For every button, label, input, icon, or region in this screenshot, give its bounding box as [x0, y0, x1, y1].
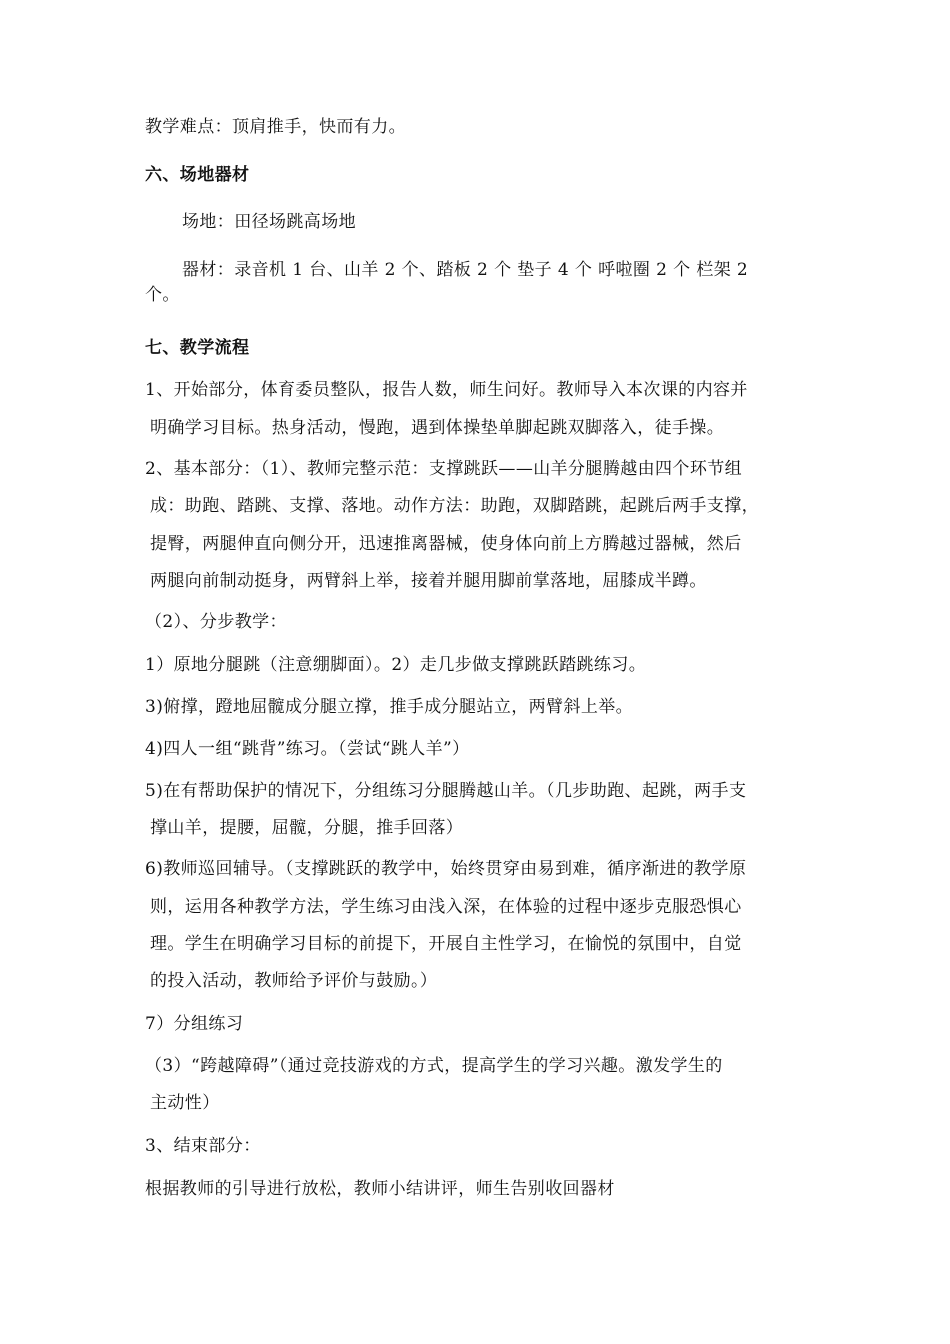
process-step-line: （3）“跨越障碍”（通过竞技游戏的方式，提高学生的学习兴趣。激发学生的	[145, 1056, 723, 1076]
process-paragraph-line: 1、开始部分，体育委员整队，报告人数，师生问好。教师导入本次课的内容并	[145, 380, 748, 400]
process-step-line: 5)在有帮助保护的情况下，分组练习分腿腾越山羊。（几步助跑、起跳，两手支	[145, 781, 747, 801]
process-step-line: 7）分组练习	[145, 1014, 244, 1034]
process-step-line: 1）原地分腿跳（注意绷脚面）。2）走几步做支撑跳跃踏跳练习。	[145, 655, 647, 675]
process-step-line: 撑山羊，提腰，屈髋，分腿，推手回落）	[150, 818, 464, 838]
process-paragraph-line: 成：助跑、踏跳、支撑、落地。动作方法：助跑，双脚踏跳，起跳后两手支撑，	[150, 496, 759, 516]
process-step-line: 3)俯撑，蹬地屈髋成分腿立撑，推手成分腿站立，两臂斜上举。	[145, 697, 634, 717]
process-paragraph-line: 2、基本部分：（1）、教师完整示范：支撑跳跃——山羊分腿腾越由四个环节组	[145, 459, 743, 479]
process-subheading: （2）、分步教学：	[145, 612, 287, 632]
process-step-line: 的投入活动，教师给予评价与鼓励。）	[150, 971, 438, 991]
equipment-line-continued: 个。	[145, 285, 180, 305]
section-heading-venue-equipment: 六、场地器材	[145, 165, 250, 185]
process-paragraph-line: 提臀，两腿伸直向侧分开，迅速推离器械，使身体向前上方腾越过器械，然后	[150, 534, 742, 554]
process-step-line: 4)四人一组“跳背”练习。（尝试“跳人羊”）	[145, 739, 470, 759]
venue-line: 场地：田径场跳高场地	[182, 212, 356, 232]
process-step-line: 理。学生在明确学习目标的前提下，开展自主性学习，在愉悦的氛围中，自觉	[150, 934, 742, 954]
equipment-line: 器材：录音机 1 台、山羊 2 个、踏板 2 个 垫子 4 个 呼啦圈 2 个 栏架 2	[182, 260, 749, 280]
process-step-line: 主动性）	[150, 1093, 220, 1113]
process-paragraph-line: 3、结束部分：	[145, 1136, 261, 1156]
process-step-line: 则，运用各种教学方法，学生练习由浅入深，在体验的过程中逐步克服恐惧心	[150, 897, 742, 917]
teaching-difficulty-line: 教学难点：顶肩推手，快而有力。	[145, 117, 406, 137]
process-paragraph-line: 根据教师的引导进行放松，教师小结讲评，师生告别收回器材	[145, 1179, 615, 1199]
process-paragraph-line: 明确学习目标。热身活动，慢跑，遇到体操垫单脚起跳双脚落入，徒手操。	[150, 418, 725, 438]
section-heading-teaching-process: 七、教学流程	[145, 338, 250, 358]
process-step-line: 6)教师巡回辅导。（支撑跳跃的教学中，始终贯穿由易到难，循序渐进的教学原	[145, 859, 747, 879]
process-paragraph-line: 两腿向前制动挺身，两臂斜上举，接着并腿用脚前掌落地，屈膝成半蹲。	[150, 571, 707, 591]
